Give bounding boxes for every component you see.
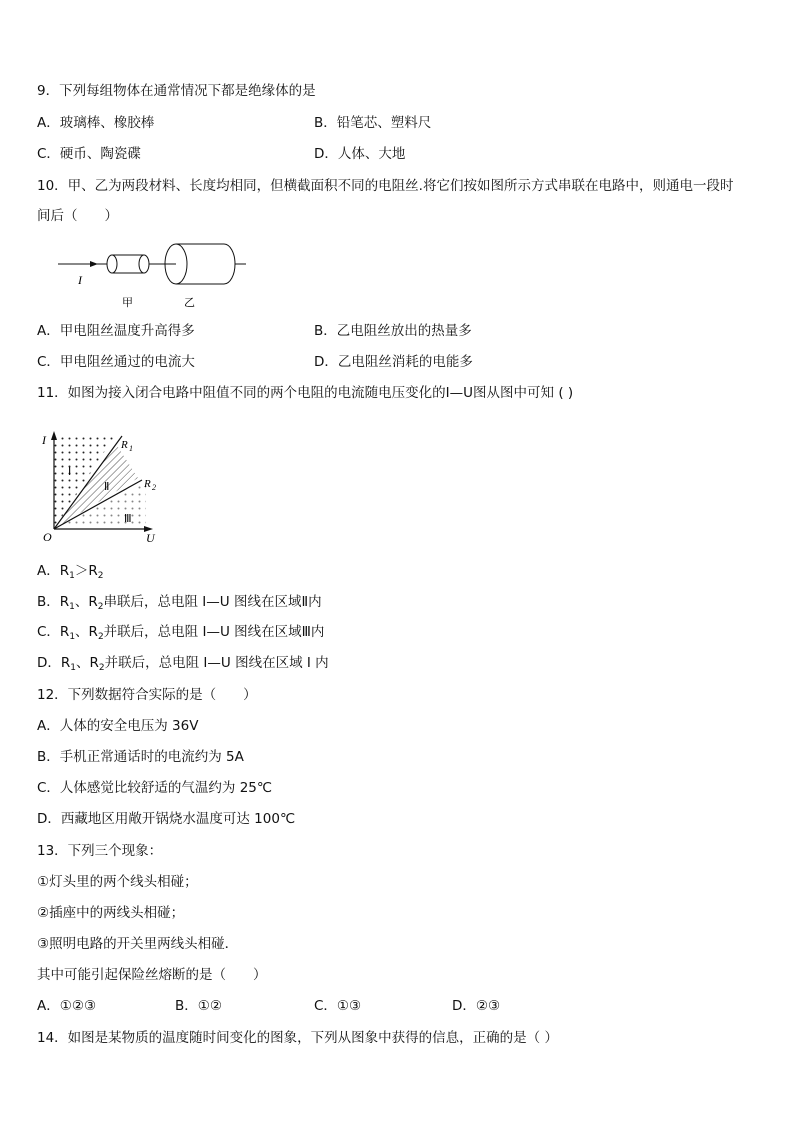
q10-stem-line2: 间后（ ） <box>37 208 118 224</box>
q10-option-c: C．甲电阻丝通过的电流大 <box>37 354 195 370</box>
q11-axis-x-label: U <box>146 531 155 545</box>
q9-stem: 9．下列每组物体在通常情况下都是绝缘体的是 <box>37 83 316 99</box>
q14-stem: 14．如图是某物质的温度随时间变化的图象，下列从图象中获得的信息，正确的是（ ） <box>37 1030 558 1046</box>
q13-item-1: ①灯头里的两个线头相碰； <box>37 874 198 890</box>
q11-r1-sub: 1 <box>129 444 133 453</box>
q10-resistor-figure <box>50 238 250 310</box>
q11-option-d: D．$R_1$、$R_2$并联后，总电阻 I—U 图线在区域 I 内 <box>37 655 329 673</box>
q10-label-yi: 乙 <box>184 297 195 309</box>
q11-r1-label: R <box>121 439 128 451</box>
q12-option-c: C．人体感觉比较舒适的气温约为 25℃ <box>37 780 273 796</box>
q9-option-c: C．硬币、陶瓷碟 <box>37 146 141 162</box>
q9-option-a: A．玻璃棒、橡胶棒 <box>37 115 155 131</box>
q12-option-d: D．西藏地区用敞开锅烧水温度可达 100℃ <box>37 811 296 827</box>
q12-stem: 12．下列数据符合实际的是（ ） <box>37 687 257 703</box>
q11-r2-sub: 2 <box>152 483 156 492</box>
q11-axis-y-label: I <box>42 433 46 447</box>
q10-option-d: D．乙电阻丝消耗的电能多 <box>314 354 473 370</box>
q13-option-b: B．①② <box>175 998 222 1014</box>
q10-label-jia: 甲 <box>122 297 133 309</box>
q13-question: 其中可能引起保险丝熔断的是（ ） <box>37 967 267 983</box>
q11-region-2: Ⅱ <box>104 481 110 493</box>
q13-option-d: D．②③ <box>452 998 501 1014</box>
q9-option-b: B．铅笔芯、塑料尺 <box>314 115 432 131</box>
q11-option-a: A．$R_1>R_2$ <box>37 563 104 581</box>
q11-origin-label: O <box>43 530 52 544</box>
q13-stem: 13．下列三个现象： <box>37 843 163 859</box>
q10-option-a: A．甲电阻丝温度升高得多 <box>37 323 195 339</box>
q10-option-b: B．乙电阻丝放出的热量多 <box>314 323 472 339</box>
q11-stem: 11．如图为接入闭合电路中阻值不同的两个电阻的电流随电压变化的I—U图从图中可知 ( ) <box>37 385 574 401</box>
q10-stem-line1: 10．甲、乙为两段材料、长度均相同，但横截面积不同的电阻丝.将它们按如图所示方式串联在电路中，则通电一段时 <box>37 178 734 194</box>
q9-option-d: D．人体、大地 <box>314 146 406 162</box>
q11-r2-label: R <box>144 478 151 490</box>
q12-option-a: A．人体的安全电压为 36V <box>37 718 199 734</box>
q11-iu-graph <box>38 428 168 546</box>
q12-option-b: B．手机正常通话时的电流约为 5A <box>37 749 244 765</box>
q13-item-2: ②插座中的两线头相碰； <box>37 905 185 921</box>
q10-current-label: I <box>78 273 82 287</box>
q11-region-3: Ⅲ <box>124 513 132 525</box>
q13-option-c: C．①③ <box>314 998 362 1014</box>
q11-option-c: C．$R_1$、$R_2$并联后，总电阻 I—U 图线在区域Ⅲ内 <box>37 624 325 642</box>
q11-region-1: Ⅰ <box>68 466 72 478</box>
q13-option-a: A．①②③ <box>37 998 97 1014</box>
q13-item-3: ③照明电路的开关里两线头相碰． <box>37 936 239 952</box>
q11-option-b: B．$R_1$、$R_2$串联后，总电阻 I—U 图线在区域Ⅱ内 <box>37 594 322 612</box>
